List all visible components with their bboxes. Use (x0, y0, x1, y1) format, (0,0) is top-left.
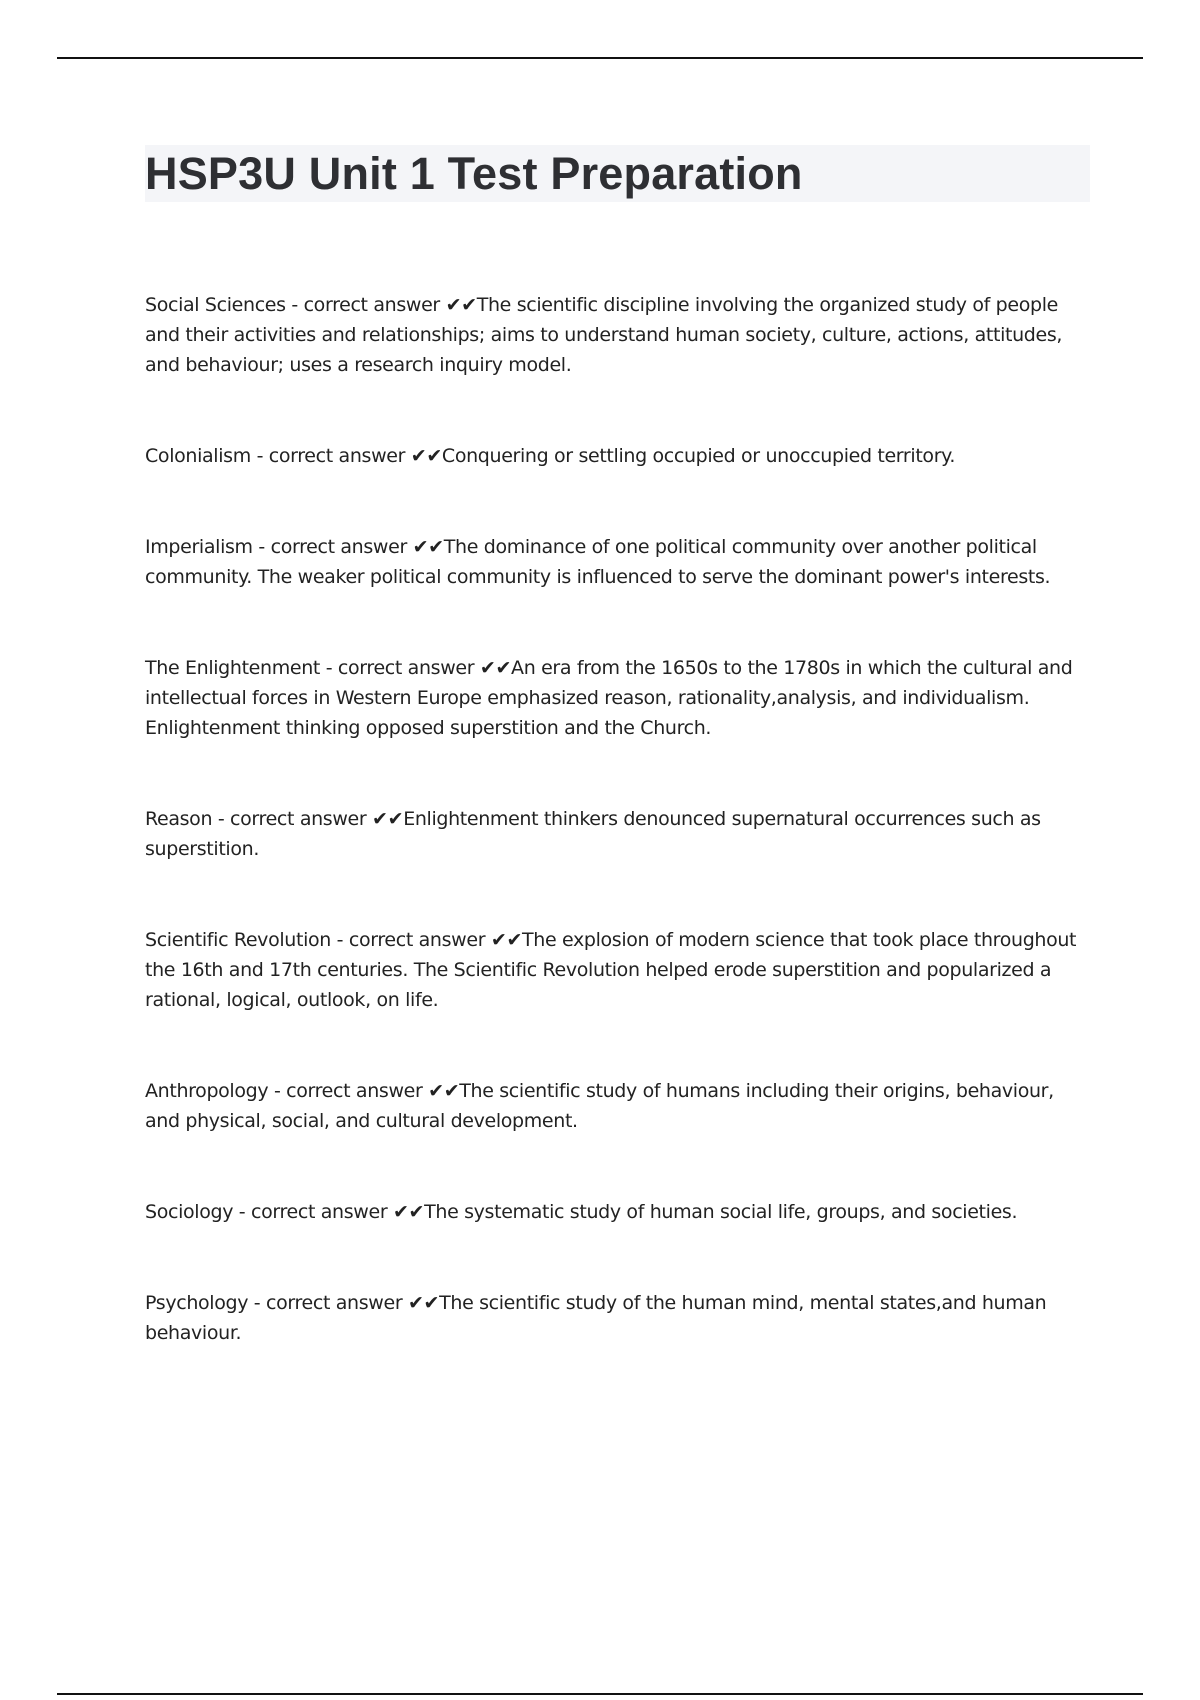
definition-entry (145, 532, 1090, 592)
entry-term: Anthropology (145, 1080, 269, 1102)
entry-answer-label: correct answer (230, 808, 367, 830)
entry-definition: The scientific discipline involving the organized study of people and their activities and relationships; aims to understand human society, culture, actions, attitudes, and behaviour; uses a research inquiry model. (145, 294, 1063, 376)
double-check-icon: ✔✔ (428, 1080, 460, 1102)
double-check-icon: ✔✔ (445, 294, 477, 316)
entry-separator: - (320, 657, 338, 679)
entry-answer-label: correct answer (270, 536, 407, 558)
double-check-icon: ✔✔ (407, 1292, 440, 1314)
entry-separator: - (268, 1080, 287, 1102)
entry-definition: The scientific study of humans including their origins, behaviour, and physical, social, and cultural development. (145, 1080, 1054, 1132)
title-bar (145, 145, 1090, 202)
entry-definition: The scientific study of the human mind, mental states,and human behaviour. (145, 1292, 1047, 1344)
definition-entry (145, 1197, 1090, 1227)
definition-entry (145, 925, 1090, 1015)
definition-entry (145, 290, 1090, 380)
entry-separator: - (252, 536, 271, 558)
entry-term: Colonialism (145, 445, 251, 467)
entry-term: Sociology (145, 1201, 234, 1223)
definition-entry (145, 441, 1090, 471)
definition-list (145, 290, 1090, 1409)
entry-definition: The dominance of one political community over another political community. The weaker political community is influenced to serve the dominant power's interests. (145, 536, 1051, 588)
page-title: HSP3U Unit 1 Test Preparation (145, 148, 803, 199)
entry-term: Psychology (145, 1292, 249, 1314)
bottom-rule (57, 1693, 1143, 1695)
entry-definition: An era from the 1650s to the 1780s in which the cultural and intellectual forces in Western Europe emphasized reason, rationality,analysis, and individualism. Enlightenment thinking opposed superstition and the Church. (145, 657, 1073, 739)
entry-definition: Enlightenment thinkers denounced supernatural occurrences such as superstition. (145, 808, 1041, 860)
entry-term: Imperialism (145, 536, 253, 558)
entry-answer-label: correct answer (303, 294, 440, 316)
entry-definition: The explosion of modern science that took place throughout the 16th and 17th centuries. The Scientific Revolution helped erode superstition and popularized a rational, logical, outlook, on life. (145, 929, 1077, 1011)
entry-separator: - (250, 445, 269, 467)
entry-answer-label: correct answer (348, 929, 486, 951)
double-check-icon: ✔✔ (490, 929, 523, 951)
entry-definition: Conquering or settling occupied or unoccupied territory. (441, 445, 956, 467)
definition-entry (145, 1288, 1090, 1348)
definition-entry (145, 804, 1090, 864)
entry-answer-label: correct answer (337, 657, 475, 679)
entry-term: Scientific Revolution (145, 929, 331, 951)
entry-separator: - (248, 1292, 266, 1314)
entry-separator: - (285, 294, 304, 316)
double-check-icon: ✔✔ (392, 1201, 425, 1223)
double-check-icon: ✔✔ (372, 808, 404, 830)
entry-answer-label: correct answer (268, 445, 406, 467)
entry-separator: - (233, 1201, 251, 1223)
entry-term: The Enlightenment (145, 657, 321, 679)
definition-entry (145, 1076, 1090, 1136)
entry-answer-label: correct answer (286, 1080, 423, 1102)
entry-separator: - (212, 808, 231, 830)
entry-answer-label: correct answer (265, 1292, 403, 1314)
entry-term: Reason (145, 808, 213, 830)
double-check-icon: ✔✔ (479, 657, 512, 679)
double-check-icon: ✔✔ (412, 536, 444, 558)
top-rule (57, 57, 1143, 59)
entry-answer-label: correct answer (250, 1201, 388, 1223)
entry-separator: - (330, 929, 349, 951)
entry-term: Social Sciences (145, 294, 286, 316)
definition-entry (145, 653, 1090, 743)
double-check-icon: ✔✔ (410, 445, 442, 467)
entry-definition: The systematic study of human social life, groups, and societies. (424, 1201, 1018, 1223)
